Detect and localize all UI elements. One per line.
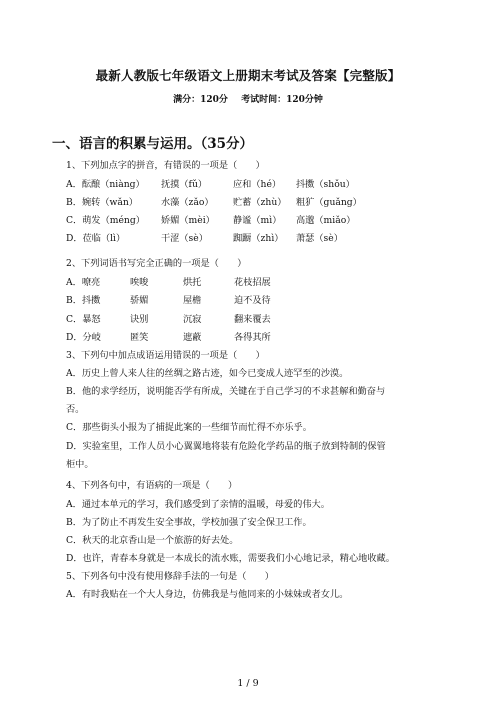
option-d: D．也许，青春本身就是一本成长的流水账，需要我们小心地记录，精心地收藏。 — [66, 553, 395, 564]
question-2: 2、下列词语书写完全正确的一项是（ ） — [66, 258, 247, 269]
option-a: A．历史上曾人来人往的丝绸之路古迹，如今已变成人迹罕至的沙漠。 — [66, 368, 349, 379]
option: 翻来覆去 — [234, 314, 271, 325]
option: B．婉转（wǎn） — [66, 197, 138, 208]
exam-time: 考试时间：120分钟 — [241, 95, 323, 105]
option: 花枝招展 — [234, 277, 271, 288]
option: 屋檐 — [183, 295, 202, 306]
option: D．分岐 — [66, 332, 101, 343]
option: 应和（hé） — [233, 179, 282, 190]
question-4: 4、下列各句中，有语病的一项是（ ） — [66, 480, 238, 491]
option: 萧瑟（sè） — [296, 233, 343, 244]
option: 各得其所 — [234, 332, 271, 343]
option-c: C．秋天的北京香山是一个旅游的好去处。 — [66, 535, 239, 546]
question-1: 1、下列加点字的拼音，有错误的一项是（ ） — [66, 160, 265, 171]
option: 水藻（zǎo） — [161, 197, 214, 208]
option: C．萌发（méng） — [66, 215, 145, 226]
option: 踟蹰（zhì） — [233, 233, 284, 244]
option-d-cont: 柜中。 — [66, 459, 94, 470]
option: A．酝酿（niàng） — [66, 179, 145, 190]
option: 静谧（mì） — [233, 215, 282, 226]
option: 沉寂 — [183, 314, 202, 325]
exam-info — [0, 92, 496, 105]
option: 迫不及待 — [234, 295, 271, 306]
option: 贮蓄（zhù） — [233, 197, 287, 208]
option: 烘托 — [183, 277, 202, 288]
option-a: A．有时我贴在一个大人身边，仿佛我是与他同来的小妹妹或者女儿。 — [66, 589, 349, 600]
option: 高邈（miǎo） — [296, 215, 356, 226]
option: 抚摸（fǔ） — [161, 179, 208, 190]
option-b: B．他的求学经历，说明能否学有所成，关键在于自己学习的不求甚解和勤奋与 — [66, 386, 386, 397]
option: 匿笑 — [130, 332, 149, 343]
option-c: C．那些街头小报为了捕捉此案的一些细节而忙得不亦乐乎。 — [66, 422, 312, 433]
full-score: 满分：120分 — [173, 95, 228, 105]
option-a: A．通过本单元的学习，我们感受到了亲情的温暖，母爱的伟大。 — [66, 499, 330, 510]
option: 娇媚（mèi） — [161, 215, 215, 226]
option-b: B．为了防止不再发生安全事故，学校加强了安全保卫工作。 — [66, 517, 312, 528]
option: D．莅临（lì） — [66, 233, 126, 244]
option: B．抖擞 — [66, 295, 101, 306]
option-b-cont: 否。 — [66, 404, 85, 415]
document-title: 最新人教版七年级语文上册期末考试及答案【完整版】 — [95, 68, 401, 83]
page-number: 1 / 9 — [237, 678, 259, 689]
option: A．嘹亮 — [66, 277, 101, 288]
option: 唉唆 — [130, 277, 149, 288]
option-d: D．实验室里，工作人员小心翼翼地将装有危险化学药品的瓶子放到特制的保管 — [66, 441, 386, 452]
option: 干涩（sè） — [161, 233, 208, 244]
option: 骄媚 — [130, 295, 149, 306]
option: 抖擞（shǒu） — [296, 179, 355, 190]
question-5: 5、下列各句中没有使用修辞手法的一句是（ ） — [66, 571, 274, 582]
question-3: 3、下列句中加点成语运用错误的一项是（ ） — [66, 350, 265, 361]
option: 粗犷（guǎng） — [296, 197, 362, 208]
option: 诀别 — [130, 314, 149, 325]
section-heading: 一、语言的积累与运用。（35分） — [52, 136, 254, 152]
option: 遮蔽 — [183, 332, 202, 343]
option: C．暴怒 — [66, 314, 101, 325]
